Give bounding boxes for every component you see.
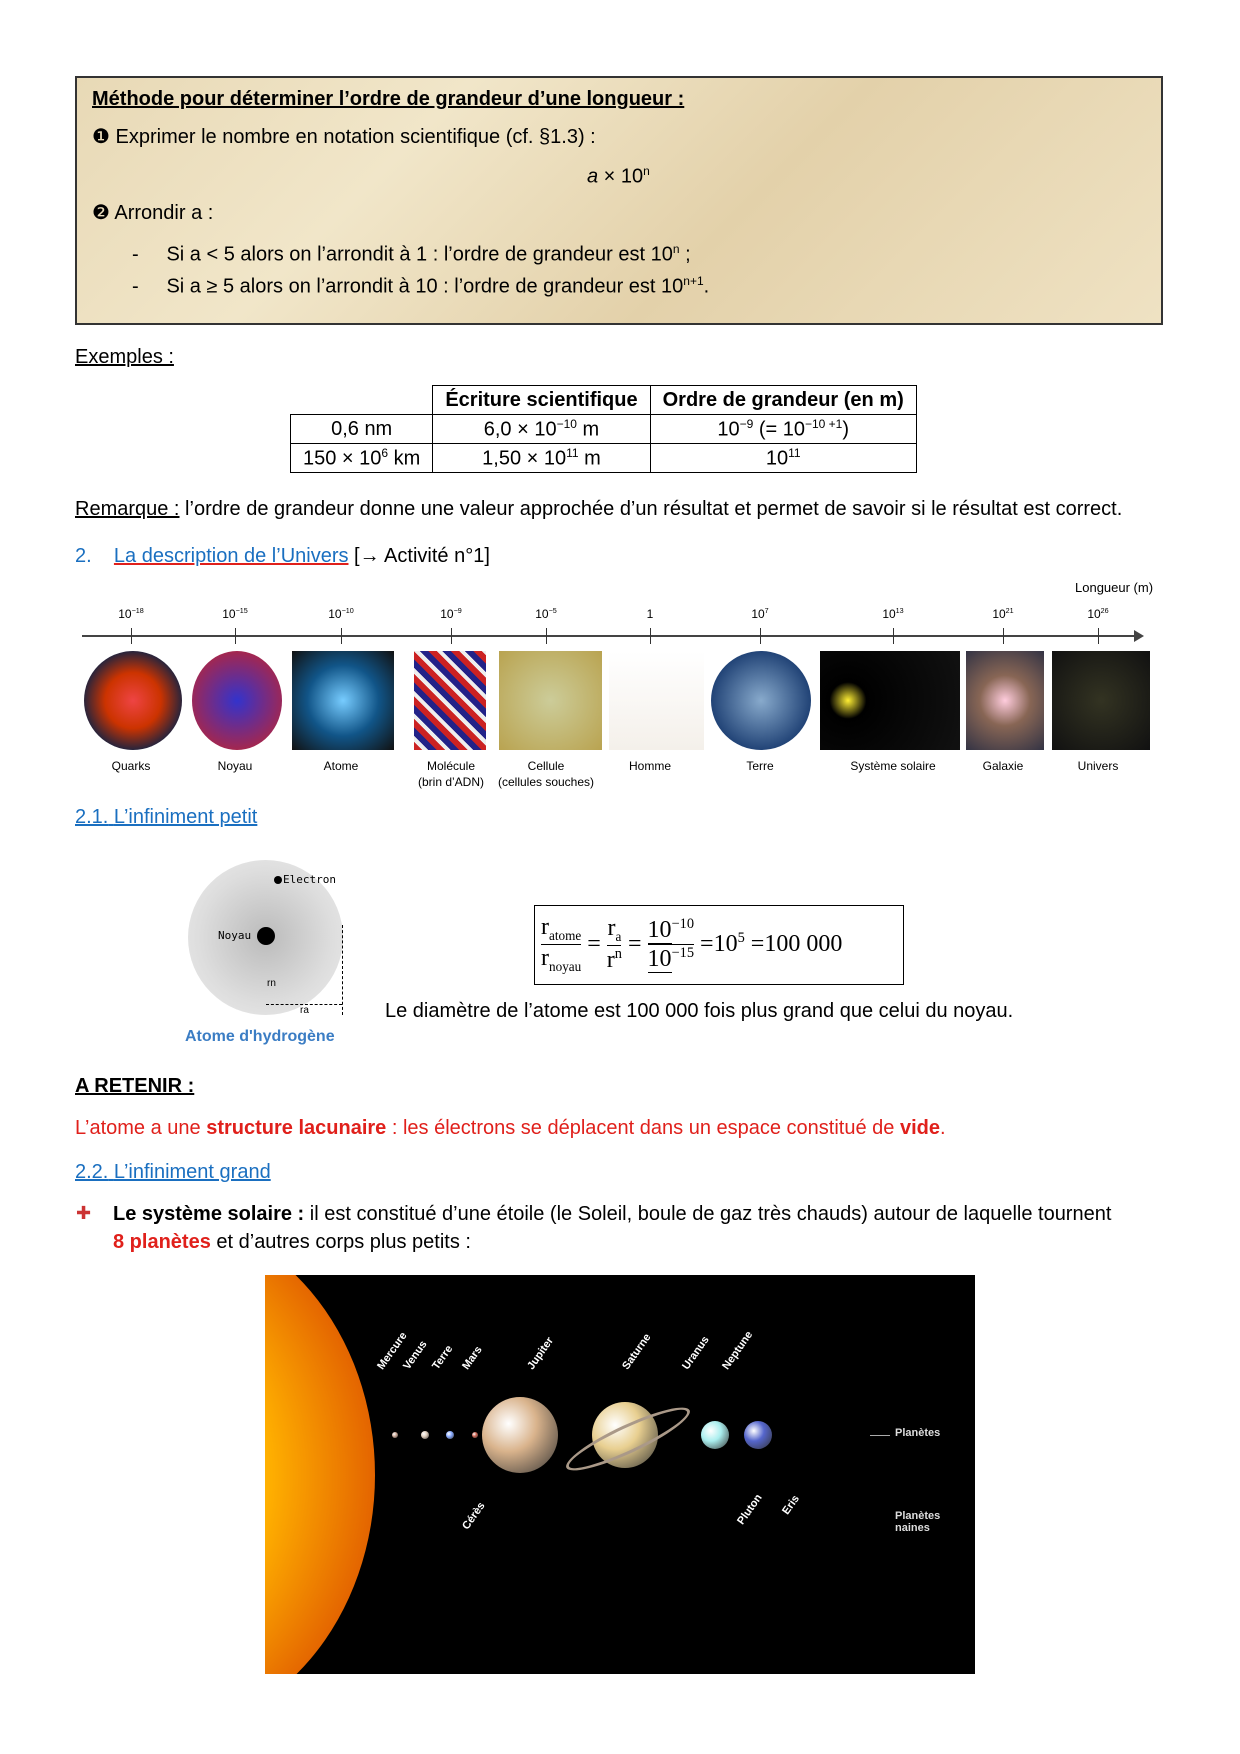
solar-system-image [265,1275,975,1674]
examples-title: Exemples : [75,346,174,368]
timeline-caption: Cellule (cellules souches) [497,759,595,789]
planet-0-icon [392,1432,398,1438]
planet-6-icon [701,1421,729,1449]
planet-2-icon [446,1431,454,1439]
rule-2: - Si a ≥ 5 alors on l’arrondit à 10 : l’ordre de grandeur est $10^{n+1}$. [132,274,710,298]
axis-label: Longueur (m) [1075,580,1154,595]
dwarf-planet-label: Pluton [735,1492,765,1527]
planet-4-icon [482,1397,558,1473]
remark: Remarque : l’ordre de grandeur donne une valeur approchée d’un résultat et permet de savoir si le résultat est correct. [75,498,1123,520]
axis-line [82,635,1137,637]
retain-text: L’atome a une structure lacunaire : les électrons se déplacent dans un espace constitué de vide. [75,1117,946,1139]
method-title: Méthode pour déterminer l’ordre de grandeur d’une longueur : [92,88,685,110]
nucleus-icon [257,927,275,945]
rule-1: - Si a < 5 alors on l’arrondit à 1 : l’ordre de grandeur est 10$^n$ ; [132,242,691,266]
electron-label: Electron [283,873,336,886]
step-1: ❶ Exprimer le nombre en notation scientifique (cf. §1.3) : [92,126,596,148]
planet-1-icon [421,1431,429,1439]
planet-label: Jupiter [525,1335,557,1372]
scientific-formula: $a \times 10^n$ [587,164,650,188]
examples-table [290,385,917,473]
timeline-tick-label: $10^{-18}$ [118,606,144,621]
timeline-caption: Molécule (brin d’ADN) [417,759,485,789]
planet-label: Saturne [620,1331,654,1372]
electron-icon [274,876,282,884]
timeline-tick [893,628,894,644]
solar-system-text-2: 8 planètes et d’autres corps plus petits : [113,1231,471,1253]
legend-planets: Planètes [895,1427,941,1439]
timeline-tick [760,628,761,644]
section-21-heading: 2.1. L’infiniment petit [75,806,258,828]
table-row: 0,6 nm $6,0 \times 10^{-10}$ m $10^{-9}$ (= $10^{-10 +1}$) [291,415,917,444]
timeline-caption: Galaxie [982,759,1024,773]
method-box [75,76,1163,325]
timeline-caption: Univers [1077,759,1119,773]
timeline-tick-label: $10^{-10}$ [328,606,354,621]
section-22-heading: 2.2. L’infiniment grand [75,1161,271,1183]
timeline-tick [1003,628,1004,644]
bullet-cross-icon: ✚ [76,1203,92,1223]
dwarf-planet-label: Cérès [460,1500,488,1532]
timeline-tick-label: 1 [646,607,654,621]
table-row: $150 \times 10^6$ km $1,50 \times 10^{11}$ m $10^{11}$ [291,444,917,473]
ra-label: ra [300,1005,309,1016]
timeline-image-galaxie [966,651,1044,750]
diameter-text: Le diamètre de l’atome est 100 000 fois plus grand que celui du noyau. [385,1000,1014,1022]
solar-system-text: Le système solaire : il est constitué d’une étoile (le Soleil, boule de gaz très chauds) autour de laquelle tournent [113,1203,1112,1225]
timeline-tick [650,628,651,644]
timeline-image-quarks [84,651,182,750]
timeline-tick [546,628,547,644]
timeline-tick [451,628,452,644]
timeline-tick-label: $10^{13}$ [882,606,904,621]
atom-caption: Atome d'hydrogène [185,1028,335,1045]
planet-3-icon [472,1432,478,1438]
timeline-image-univers [1052,651,1150,750]
dwarf-planet-label: Eris [780,1493,802,1517]
timeline-caption: Système solaire [850,759,936,773]
nucleus-label: Noyau [218,929,252,942]
header-order: Ordre de grandeur (en m) [650,386,916,415]
timeline-tick [341,628,342,644]
timeline-image-homme [609,651,704,750]
header-sci: Écriture scientifique [433,386,650,415]
planet-label: Mercure [375,1330,410,1372]
timeline-caption: Quarks [111,759,151,773]
timeline-image-cellule [499,651,602,750]
planet-label: Uranus [680,1334,712,1372]
timeline-caption: Homme [628,759,672,773]
timeline-image-terre [711,651,811,750]
retain-title: A RETENIR : [75,1075,195,1097]
section-2-heading: 2. La description de l’Univers [→ Activité n°1] [75,545,490,567]
planet-label: Terre [430,1343,456,1372]
rn-label: rn [267,978,276,989]
timeline-tick [1098,628,1099,644]
timeline-image-système solaire [820,651,960,750]
planet-label: Neptune [720,1329,756,1372]
timeline-tick-label: $10^{-9}$ [440,606,462,621]
legend-dwarfs: Planètes naines [895,1510,941,1534]
planet-label: Mars [460,1344,485,1372]
timeline-tick-label: $10^{-15}$ [222,606,248,621]
timeline-caption: Noyau [217,759,253,773]
timeline-image-atome [292,651,394,750]
timeline-tick [131,628,132,644]
sun-icon [265,1275,375,1674]
timeline-tick-label: $10^{21}$ [992,606,1014,621]
planet-label: Venus [401,1338,430,1372]
timeline-tick-label: $10^7$ [751,606,769,621]
timeline-tick-label: $10^{26}$ [1087,606,1109,621]
timeline-caption: Atome [323,759,359,773]
ratio-formula: $\frac{r_{atome}}{r_{noyau}}$ = $\frac{r_a}{r^n}$ = $\frac{10^{-10}}{10^{-15}}$ $=10^5 =100$ 000 [534,905,904,985]
step-2: ❷ Arrondir a : [92,202,214,224]
timeline-tick-label: $10^{-5}$ [535,606,557,621]
planet-7-icon [744,1421,772,1449]
timeline-tick [235,628,236,644]
timeline-caption: Terre [746,759,774,773]
arrow-head-icon [1134,630,1144,642]
timeline-image-molécule [414,651,486,750]
timeline-image-noyau [192,651,282,750]
